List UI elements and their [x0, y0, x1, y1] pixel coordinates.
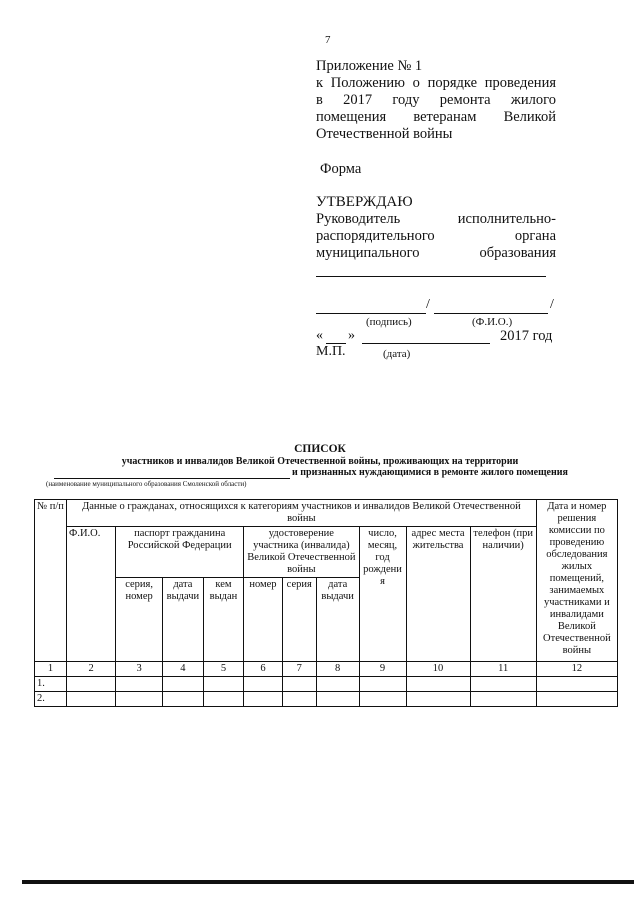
table-row — [35, 692, 618, 707]
table-row — [35, 677, 618, 692]
signature-caption: (подпись) — [366, 316, 412, 328]
table-cell[interactable] — [244, 692, 282, 707]
table-cell[interactable] — [406, 677, 470, 692]
header-num: № п/п — [35, 500, 67, 662]
table-cell[interactable] — [203, 677, 244, 692]
appendix-line: Отечественной войны — [316, 126, 453, 142]
column-number: 6 — [244, 662, 282, 677]
page-number: 7 — [325, 34, 331, 46]
column-number: 11 — [470, 662, 536, 677]
table-cell[interactable] — [67, 677, 116, 692]
table-cell[interactable] — [470, 692, 536, 707]
header-fio: Ф.И.О. — [67, 527, 116, 662]
fio-line — [434, 313, 548, 314]
veterans-list-table — [34, 499, 618, 707]
appendix-block — [316, 58, 556, 143]
table-cell[interactable] — [282, 692, 316, 707]
appendix-line: к Положению о порядке проведения — [316, 75, 556, 91]
column-number: 7 — [282, 662, 316, 677]
date-quote-open: « — [316, 328, 323, 343]
date-caption: (дата) — [383, 348, 411, 360]
table-cell[interactable] — [67, 692, 116, 707]
fio-caption: (Ф.И.О.) — [472, 316, 513, 328]
date-quote-close: » — [348, 328, 355, 343]
list-title: СПИСОК — [294, 443, 346, 455]
header-cert-date: дата выдачи — [316, 578, 359, 662]
header-address: адрес места жительства — [406, 527, 470, 662]
table-cell[interactable] — [316, 692, 359, 707]
approval-line: распорядительного органа — [316, 228, 556, 244]
table-cell[interactable] — [163, 692, 204, 707]
table-cell[interactable] — [244, 677, 282, 692]
header-passport-date: дата выдачи — [163, 578, 204, 662]
approval-block — [316, 194, 556, 262]
header-passport-series: серия, номер — [116, 578, 163, 662]
approval-line: муниципального образования — [316, 245, 556, 261]
table-cell[interactable] — [116, 677, 163, 692]
header-passport-issuer: кем выдан — [203, 578, 244, 662]
header-passport: паспорт гражданина Российской Федерации — [116, 527, 244, 578]
form-label: Форма — [320, 161, 362, 177]
header-citizen-data: Данные о гражданах, относящихся к категориям участников и инвалидов Великой Отечественной войны — [67, 500, 537, 527]
table-cell[interactable] — [316, 677, 359, 692]
appendix-title: Приложение № 1 — [316, 58, 423, 74]
date-year: 2017 год — [500, 328, 553, 344]
column-number: 4 — [163, 662, 204, 677]
signature-slash: / — [426, 297, 430, 312]
column-number: 5 — [203, 662, 244, 677]
column-number: 1 — [35, 662, 67, 677]
table-cell[interactable] — [536, 692, 617, 707]
table-cell[interactable] — [163, 677, 204, 692]
column-number: 3 — [116, 662, 163, 677]
stamp-label: М.П. — [316, 344, 346, 359]
column-number: 8 — [316, 662, 359, 677]
municipality-line — [54, 478, 290, 479]
table-cell[interactable] — [203, 692, 244, 707]
bottom-scan-border — [22, 880, 634, 884]
row-number: 2. — [35, 692, 67, 707]
column-number: 9 — [359, 662, 406, 677]
table-cell[interactable] — [282, 677, 316, 692]
approval-line: Руководитель исполнительно- — [316, 211, 556, 227]
municipality-caption: (наименование муниципального образования Смоленской области) — [46, 480, 247, 488]
column-number: 12 — [536, 662, 617, 677]
table-cell[interactable] — [359, 677, 406, 692]
signature-line — [316, 313, 426, 314]
appendix-line: помещения ветеранам Великой — [316, 109, 556, 125]
approval-title: УТВЕРЖДАЮ — [316, 194, 413, 210]
header-cert-series: серия — [282, 578, 316, 662]
fio-slash: / — [550, 297, 554, 312]
column-number: 10 — [406, 662, 470, 677]
column-number: 2 — [67, 662, 116, 677]
row-number: 1. — [35, 677, 67, 692]
appendix-line: в 2017 году ремонта жилого — [316, 92, 556, 108]
table-cell[interactable] — [116, 692, 163, 707]
header-birth-date: число, месяц, год рождения — [359, 527, 406, 662]
column-number-row — [35, 662, 618, 677]
header-certificate: удостоверение участника (инвалида) Великой Отечественной войны — [244, 527, 359, 578]
header-decision-date: Дата и номер решения комиссии по проведению обследования жилых помещений, занимаемых участниками и инвалидами Великой Отечественной войны — [536, 500, 617, 662]
header-phone: телефон (при наличии) — [470, 527, 536, 662]
header-cert-number: номер — [244, 578, 282, 662]
table-cell[interactable] — [406, 692, 470, 707]
date-month-line — [362, 343, 490, 344]
list-subtitle-2: и признанных нуждающимися в ремонте жилого помещения — [292, 467, 568, 478]
table-cell[interactable] — [470, 677, 536, 692]
list-subtitle: участников и инвалидов Великой Отечественной войны, проживающих на территории — [121, 456, 519, 467]
org-name-line — [316, 276, 546, 277]
table-cell[interactable] — [359, 692, 406, 707]
table-cell[interactable] — [536, 677, 617, 692]
